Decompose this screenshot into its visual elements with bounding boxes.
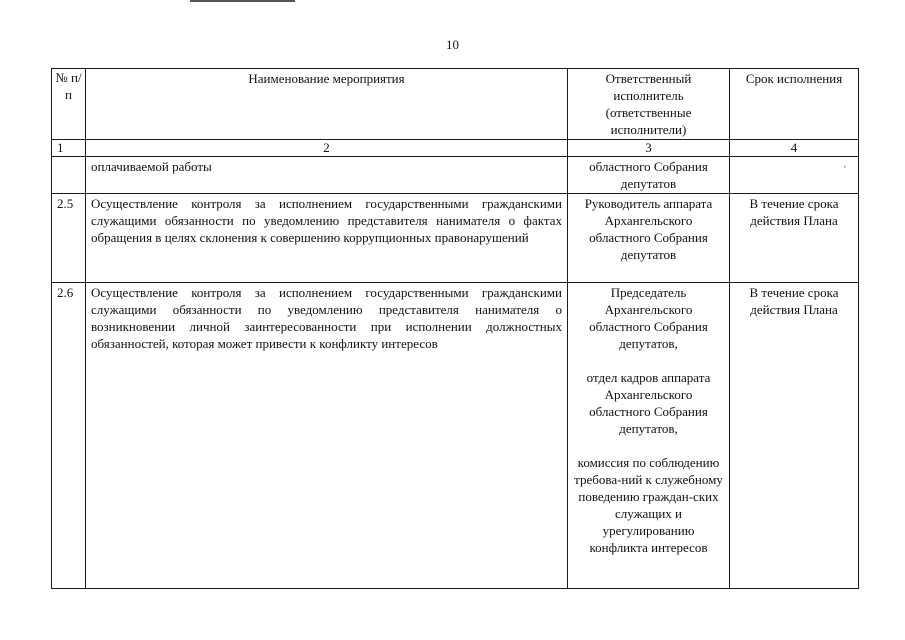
scan-edge-mark	[190, 0, 295, 2]
column-index-row	[52, 140, 859, 157]
responsible-entry: Председатель Архангельского областного Собрания депутатов,	[589, 285, 708, 351]
table-row	[52, 194, 859, 283]
action-plan-table	[51, 68, 859, 589]
row-term: В течение срока действия Плана	[730, 194, 859, 283]
column-index: 1	[52, 140, 86, 157]
responsible-entry: отдел кадров аппарата Архангельского областного Собрания депутатов,	[586, 370, 711, 436]
row-responsible	[568, 194, 730, 283]
table-row	[52, 283, 859, 589]
row-number: 2.5	[52, 194, 86, 283]
header-number: № п/п	[52, 69, 86, 140]
row-responsible	[568, 283, 730, 589]
header-term: Срок исполнения	[730, 69, 859, 140]
column-index: 2	[86, 140, 568, 157]
responsible-entry: Руководитель аппарата Архангельского областного Собрания депутатов	[584, 196, 713, 262]
row-responsible	[568, 157, 730, 194]
responsible-entry: комиссия по соблюдению требова-ний к служебному поведению граждан-ских служащих и урегулированию конфликта интересов	[574, 455, 723, 555]
row-event-name: Осуществление контроля за исполнением государственными гражданскими служащими обязанности по уведомлению представителя нанимателя о возникновении личной заинтересованности при исполнении должностных обязанностей, которая может привести к конфликту интересов	[86, 283, 568, 589]
header-event-name: Наименование мероприятия	[86, 69, 568, 140]
header-responsible: Ответственный исполнитель (ответственные исполнители)	[568, 69, 730, 140]
column-index: 3	[568, 140, 730, 157]
page-number: 10	[446, 37, 459, 52]
row-term: В течение срока действия Плана	[730, 283, 859, 589]
table-header-row	[52, 69, 859, 140]
row-event-name: Осуществление контроля за исполнением государственными гражданскими служащими обязанности по уведомлению представителя нанимателя о фактах обращения в целях склонения к совершению коррупционных правонарушений	[86, 194, 568, 283]
row-number: 2.6	[52, 283, 86, 589]
responsible-entry: областного Собрания депутатов	[589, 159, 708, 191]
row-event-name: оплачиваемой работы	[86, 157, 568, 194]
scan-dot: ·	[842, 159, 847, 174]
row-term	[730, 157, 859, 194]
row-number	[52, 157, 86, 194]
column-index: 4	[730, 140, 859, 157]
table-row	[52, 157, 859, 194]
